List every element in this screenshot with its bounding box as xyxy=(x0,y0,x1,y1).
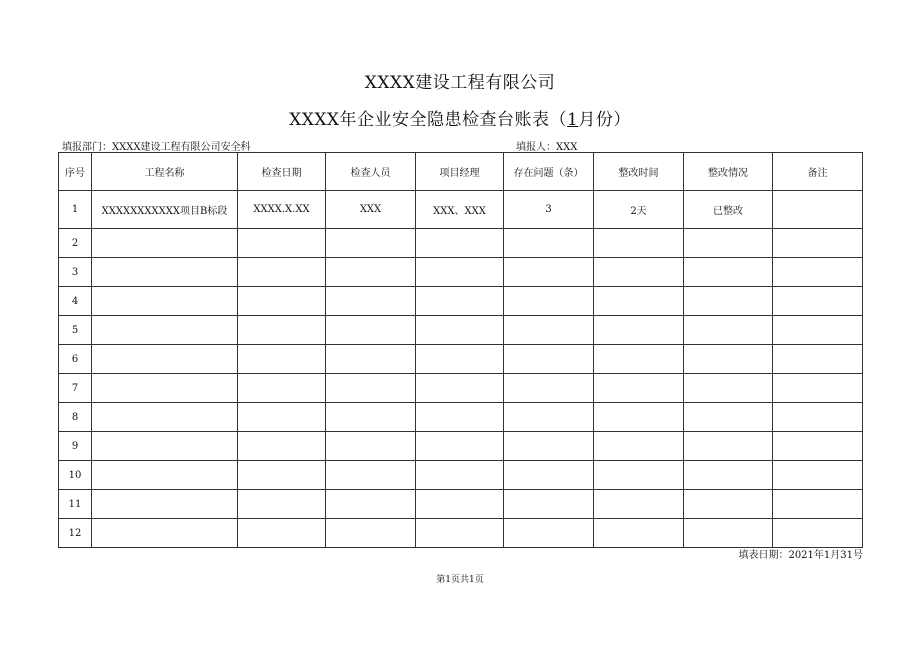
table-row xyxy=(59,316,863,345)
cell-fix-time xyxy=(594,490,684,519)
cell-issues xyxy=(504,345,594,374)
cell-issues xyxy=(504,461,594,490)
cell-manager xyxy=(416,287,504,316)
cell-manager xyxy=(416,403,504,432)
table-row xyxy=(59,461,863,490)
table-row xyxy=(59,229,863,258)
cell-inspector: XXX xyxy=(326,191,416,229)
cell-project xyxy=(92,374,238,403)
department-label: 填报部门：XXXX建设工程有限公司安全科 xyxy=(62,142,251,153)
cell-inspector xyxy=(326,519,416,548)
cell-date xyxy=(238,403,326,432)
cell-no: 6 xyxy=(59,345,92,374)
cell-project xyxy=(92,490,238,519)
table-row xyxy=(59,403,863,432)
cell-no: 8 xyxy=(59,403,92,432)
cell-issues xyxy=(504,374,594,403)
cell-date xyxy=(238,316,326,345)
cell-project xyxy=(92,519,238,548)
cell-issues: 3 xyxy=(504,191,594,229)
cell-fix-time xyxy=(594,519,684,548)
column-header-inspector: 检查人员 xyxy=(326,153,416,191)
cell-fix-time xyxy=(594,374,684,403)
cell-issues xyxy=(504,287,594,316)
cell-manager xyxy=(416,519,504,548)
table-row xyxy=(59,258,863,287)
cell-no: 10 xyxy=(59,461,92,490)
cell-fix-time xyxy=(594,229,684,258)
cell-fix-status xyxy=(684,229,773,258)
column-header-manager: 项目经理 xyxy=(416,153,504,191)
cell-no: 3 xyxy=(59,258,92,287)
cell-issues xyxy=(504,403,594,432)
page-footer: 第1页共1页 xyxy=(436,575,484,585)
cell-issues xyxy=(504,229,594,258)
cell-date: XXXX.X.XX xyxy=(238,191,326,229)
cell-no: 12 xyxy=(59,519,92,548)
cell-remark xyxy=(773,519,863,548)
cell-remark xyxy=(773,461,863,490)
cell-date xyxy=(238,229,326,258)
ledger-title-month: 1 xyxy=(567,110,579,130)
cell-remark xyxy=(773,258,863,287)
cell-manager xyxy=(416,345,504,374)
cell-date xyxy=(238,519,326,548)
cell-remark xyxy=(773,490,863,519)
cell-inspector xyxy=(326,229,416,258)
cell-project xyxy=(92,229,238,258)
cell-manager xyxy=(416,374,504,403)
company-title: XXXX建设工程有限公司 xyxy=(364,73,556,93)
cell-project xyxy=(92,403,238,432)
cell-remark xyxy=(773,432,863,461)
cell-remark xyxy=(773,191,863,229)
fill-date-label: 填表日期：2021年1月31号 xyxy=(738,550,863,561)
column-header-remark: 备注 xyxy=(773,153,863,191)
cell-no: 9 xyxy=(59,432,92,461)
cell-fix-status: 已整改 xyxy=(684,191,773,229)
cell-remark xyxy=(773,229,863,258)
cell-fix-time xyxy=(594,403,684,432)
cell-project xyxy=(92,316,238,345)
cell-manager xyxy=(416,432,504,461)
cell-remark xyxy=(773,287,863,316)
cell-fix-time xyxy=(594,287,684,316)
cell-fix-time xyxy=(594,316,684,345)
cell-project: XXXXXXXXXXX项目B标段 xyxy=(92,191,238,229)
filler-label: 填报人：XXX xyxy=(516,142,578,153)
cell-fix-status xyxy=(684,490,773,519)
cell-remark xyxy=(773,345,863,374)
ledger-title xyxy=(0,105,920,130)
cell-date xyxy=(238,432,326,461)
cell-date xyxy=(238,287,326,316)
cell-inspector xyxy=(326,316,416,345)
cell-date xyxy=(238,345,326,374)
cell-inspector xyxy=(326,432,416,461)
cell-inspector xyxy=(326,374,416,403)
column-header-no: 序号 xyxy=(59,153,92,191)
table-row xyxy=(59,374,863,403)
cell-inspector xyxy=(326,287,416,316)
cell-no: 7 xyxy=(59,374,92,403)
ledger-title-suffix: 月份） xyxy=(578,110,631,130)
cell-inspector xyxy=(326,345,416,374)
cell-issues xyxy=(504,258,594,287)
cell-no: 2 xyxy=(59,229,92,258)
cell-fix-status xyxy=(684,432,773,461)
cell-inspector xyxy=(326,258,416,287)
cell-inspector xyxy=(326,403,416,432)
cell-remark xyxy=(773,403,863,432)
cell-date xyxy=(238,461,326,490)
cell-fix-status xyxy=(684,316,773,345)
ledger-title-prefix: XXXX年企业安全隐患检查台账表（ xyxy=(289,110,568,130)
column-header-fix-status: 整改情况 xyxy=(684,153,773,191)
cell-issues xyxy=(504,432,594,461)
cell-project xyxy=(92,432,238,461)
cell-fix-time xyxy=(594,461,684,490)
cell-project xyxy=(92,345,238,374)
cell-fix-status xyxy=(684,374,773,403)
cell-inspector xyxy=(326,490,416,519)
cell-fix-status xyxy=(684,287,773,316)
inspection-ledger-table xyxy=(58,152,863,548)
cell-fix-time xyxy=(594,345,684,374)
cell-date xyxy=(238,258,326,287)
cell-remark xyxy=(773,316,863,345)
cell-issues xyxy=(504,316,594,345)
cell-fix-time xyxy=(594,432,684,461)
table-row xyxy=(59,287,863,316)
table-row xyxy=(59,191,863,229)
cell-manager xyxy=(416,316,504,345)
cell-manager xyxy=(416,229,504,258)
cell-issues xyxy=(504,490,594,519)
cell-manager: XXX、XXX xyxy=(416,191,504,229)
column-header-project: 工程名称 xyxy=(92,153,238,191)
cell-fix-time: 2天 xyxy=(594,191,684,229)
cell-fix-time xyxy=(594,258,684,287)
cell-remark xyxy=(773,374,863,403)
cell-project xyxy=(92,287,238,316)
table-row xyxy=(59,432,863,461)
cell-manager xyxy=(416,258,504,287)
cell-inspector xyxy=(326,461,416,490)
cell-project xyxy=(92,258,238,287)
cell-no: 5 xyxy=(59,316,92,345)
cell-fix-status xyxy=(684,519,773,548)
column-header-fix-time: 整改时间 xyxy=(594,153,684,191)
column-header-issues: 存在问题（条） xyxy=(504,153,594,191)
cell-date xyxy=(238,374,326,403)
cell-fix-status xyxy=(684,345,773,374)
cell-issues xyxy=(504,519,594,548)
cell-no: 4 xyxy=(59,287,92,316)
cell-no: 11 xyxy=(59,490,92,519)
cell-fix-status xyxy=(684,403,773,432)
cell-manager xyxy=(416,490,504,519)
cell-fix-status xyxy=(684,258,773,287)
cell-date xyxy=(238,490,326,519)
table-row xyxy=(59,345,863,374)
table-header-row xyxy=(59,153,863,191)
cell-fix-status xyxy=(684,461,773,490)
cell-manager xyxy=(416,461,504,490)
cell-project xyxy=(92,461,238,490)
table-row xyxy=(59,519,863,548)
cell-no: 1 xyxy=(59,191,92,229)
table-row xyxy=(59,490,863,519)
column-header-date: 检查日期 xyxy=(238,153,326,191)
